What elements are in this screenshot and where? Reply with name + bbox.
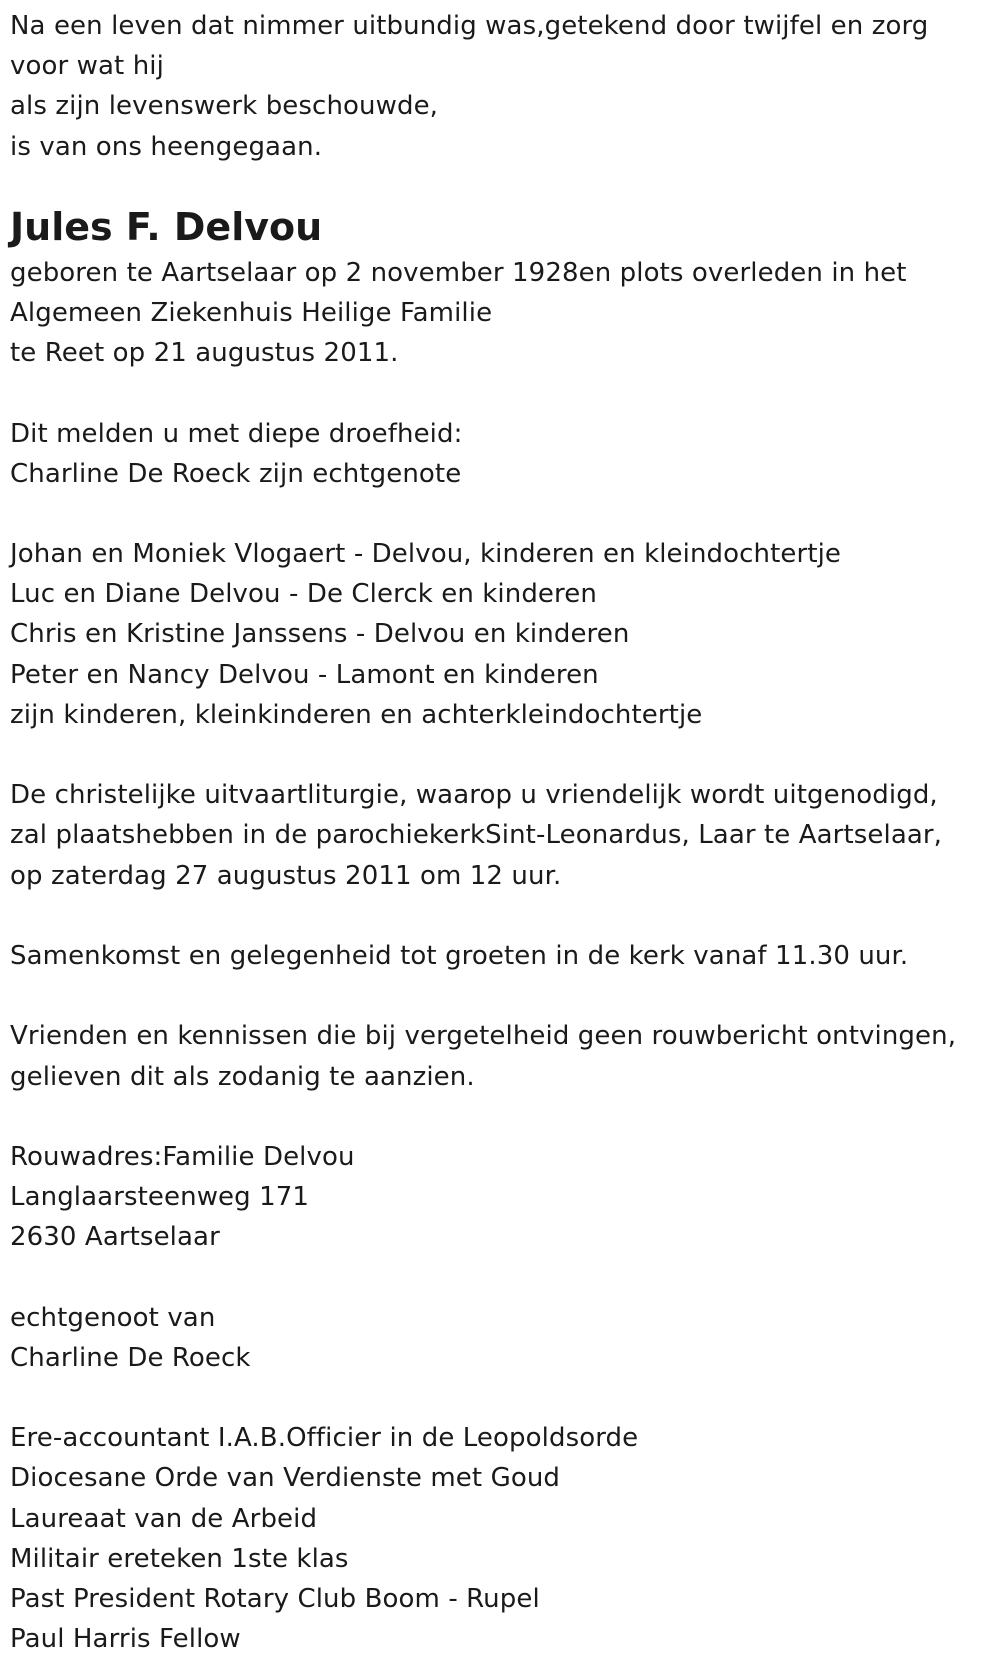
intro-paragraph — [10, 6, 1000, 167]
honor-line: Past President Rotary Club Boom - Rupel — [10, 1583, 540, 1614]
announcement-line: Charline De Roeck zijn echtgenote — [10, 458, 462, 489]
honor-line: Paul Harris Fellow — [10, 1624, 241, 1655]
gathering-line: Samenkomst en gelegenheid tot groeten in de kerk vanaf 11.30 uur. — [10, 940, 909, 971]
spacer — [10, 1257, 1000, 1297]
liturgy-paragraph — [10, 775, 1000, 896]
birth-death-line: geboren te Aartselaar op 2 november 1928en plots overleden in het — [10, 257, 907, 288]
announcement-line: Dit melden u met diepe droefheid: — [10, 418, 463, 449]
birth-death-line: te Reet op 21 augustus 2011. — [10, 338, 399, 369]
gathering-paragraph — [10, 936, 1000, 976]
intro-line: voor wat hij — [10, 51, 164, 82]
honor-line: Diocesane Orde van Verdienste met Goud — [10, 1463, 561, 1494]
spacer — [10, 1378, 1000, 1418]
address-line: 2630 Aartselaar — [10, 1222, 220, 1253]
birth-death-paragraph — [10, 253, 1000, 374]
family-line: zijn kinderen, kleinkinderen en achterkleindochtertje — [10, 699, 703, 730]
family-line: Peter en Nancy Delvou - Lamont en kinderen — [10, 659, 599, 690]
family-line: Luc en Diane Delvou - De Clerck en kinderen — [10, 579, 597, 610]
notice-line: Vrienden en kennissen die bij vergetelheid geen rouwbericht ontvingen, — [10, 1021, 957, 1052]
honor-line: Laureaat van de Arbeid — [10, 1503, 318, 1534]
liturgy-line: De christelijke uitvaartliturgie, waarop u vriendelijk wordt uitgenodigd, — [10, 780, 938, 811]
family-line: Chris en Kristine Janssens - Delvou en kinderen — [10, 619, 630, 650]
family-line: Johan en Moniek Vlogaert - Delvou, kinderen en kleindochtertje — [10, 539, 842, 570]
honor-line: Militair ereteken 1ste klas — [10, 1543, 349, 1574]
deceased-name: Jules F. Delvou — [10, 204, 323, 249]
spacer — [10, 494, 1000, 534]
announcement-paragraph — [10, 414, 1000, 494]
spouse-line: Charline De Roeck — [10, 1342, 251, 1373]
address-block — [10, 1137, 1000, 1258]
spacer — [10, 1097, 1000, 1137]
honors-list — [10, 1418, 1000, 1659]
honor-line: Ere-accountant I.A.B.Officier in de Leopoldsorde — [10, 1423, 639, 1454]
notice-line: gelieven dit als zodanig te aanzien. — [10, 1061, 475, 1092]
intro-line: Na een leven dat nimmer uitbundig was,getekend door twijfel en zorg — [10, 11, 929, 41]
intro-line: als zijn levenswerk beschouwde, — [10, 91, 439, 122]
spacer — [10, 373, 1000, 413]
notice-paragraph — [10, 1016, 1000, 1096]
family-list — [10, 534, 1000, 735]
intro-line: is van ons heengegaan. — [10, 131, 323, 162]
liturgy-line: zal plaatshebben in de parochiekerkSint-Leonardus, Laar te Aartselaar, — [10, 820, 943, 851]
spouse-block — [10, 1298, 1000, 1378]
birth-death-line: Algemeen Ziekenhuis Heilige Familie — [10, 297, 493, 328]
spacer — [10, 896, 1000, 936]
spouse-line: echtgenoot van — [10, 1302, 216, 1333]
address-line: Rouwadres:Familie Delvou — [10, 1141, 355, 1172]
spacer — [10, 735, 1000, 775]
address-line: Langlaarsteenweg 171 — [10, 1182, 310, 1213]
liturgy-line: op zaterdag 27 augustus 2011 om 12 uur. — [10, 860, 562, 891]
spacer — [10, 976, 1000, 1016]
